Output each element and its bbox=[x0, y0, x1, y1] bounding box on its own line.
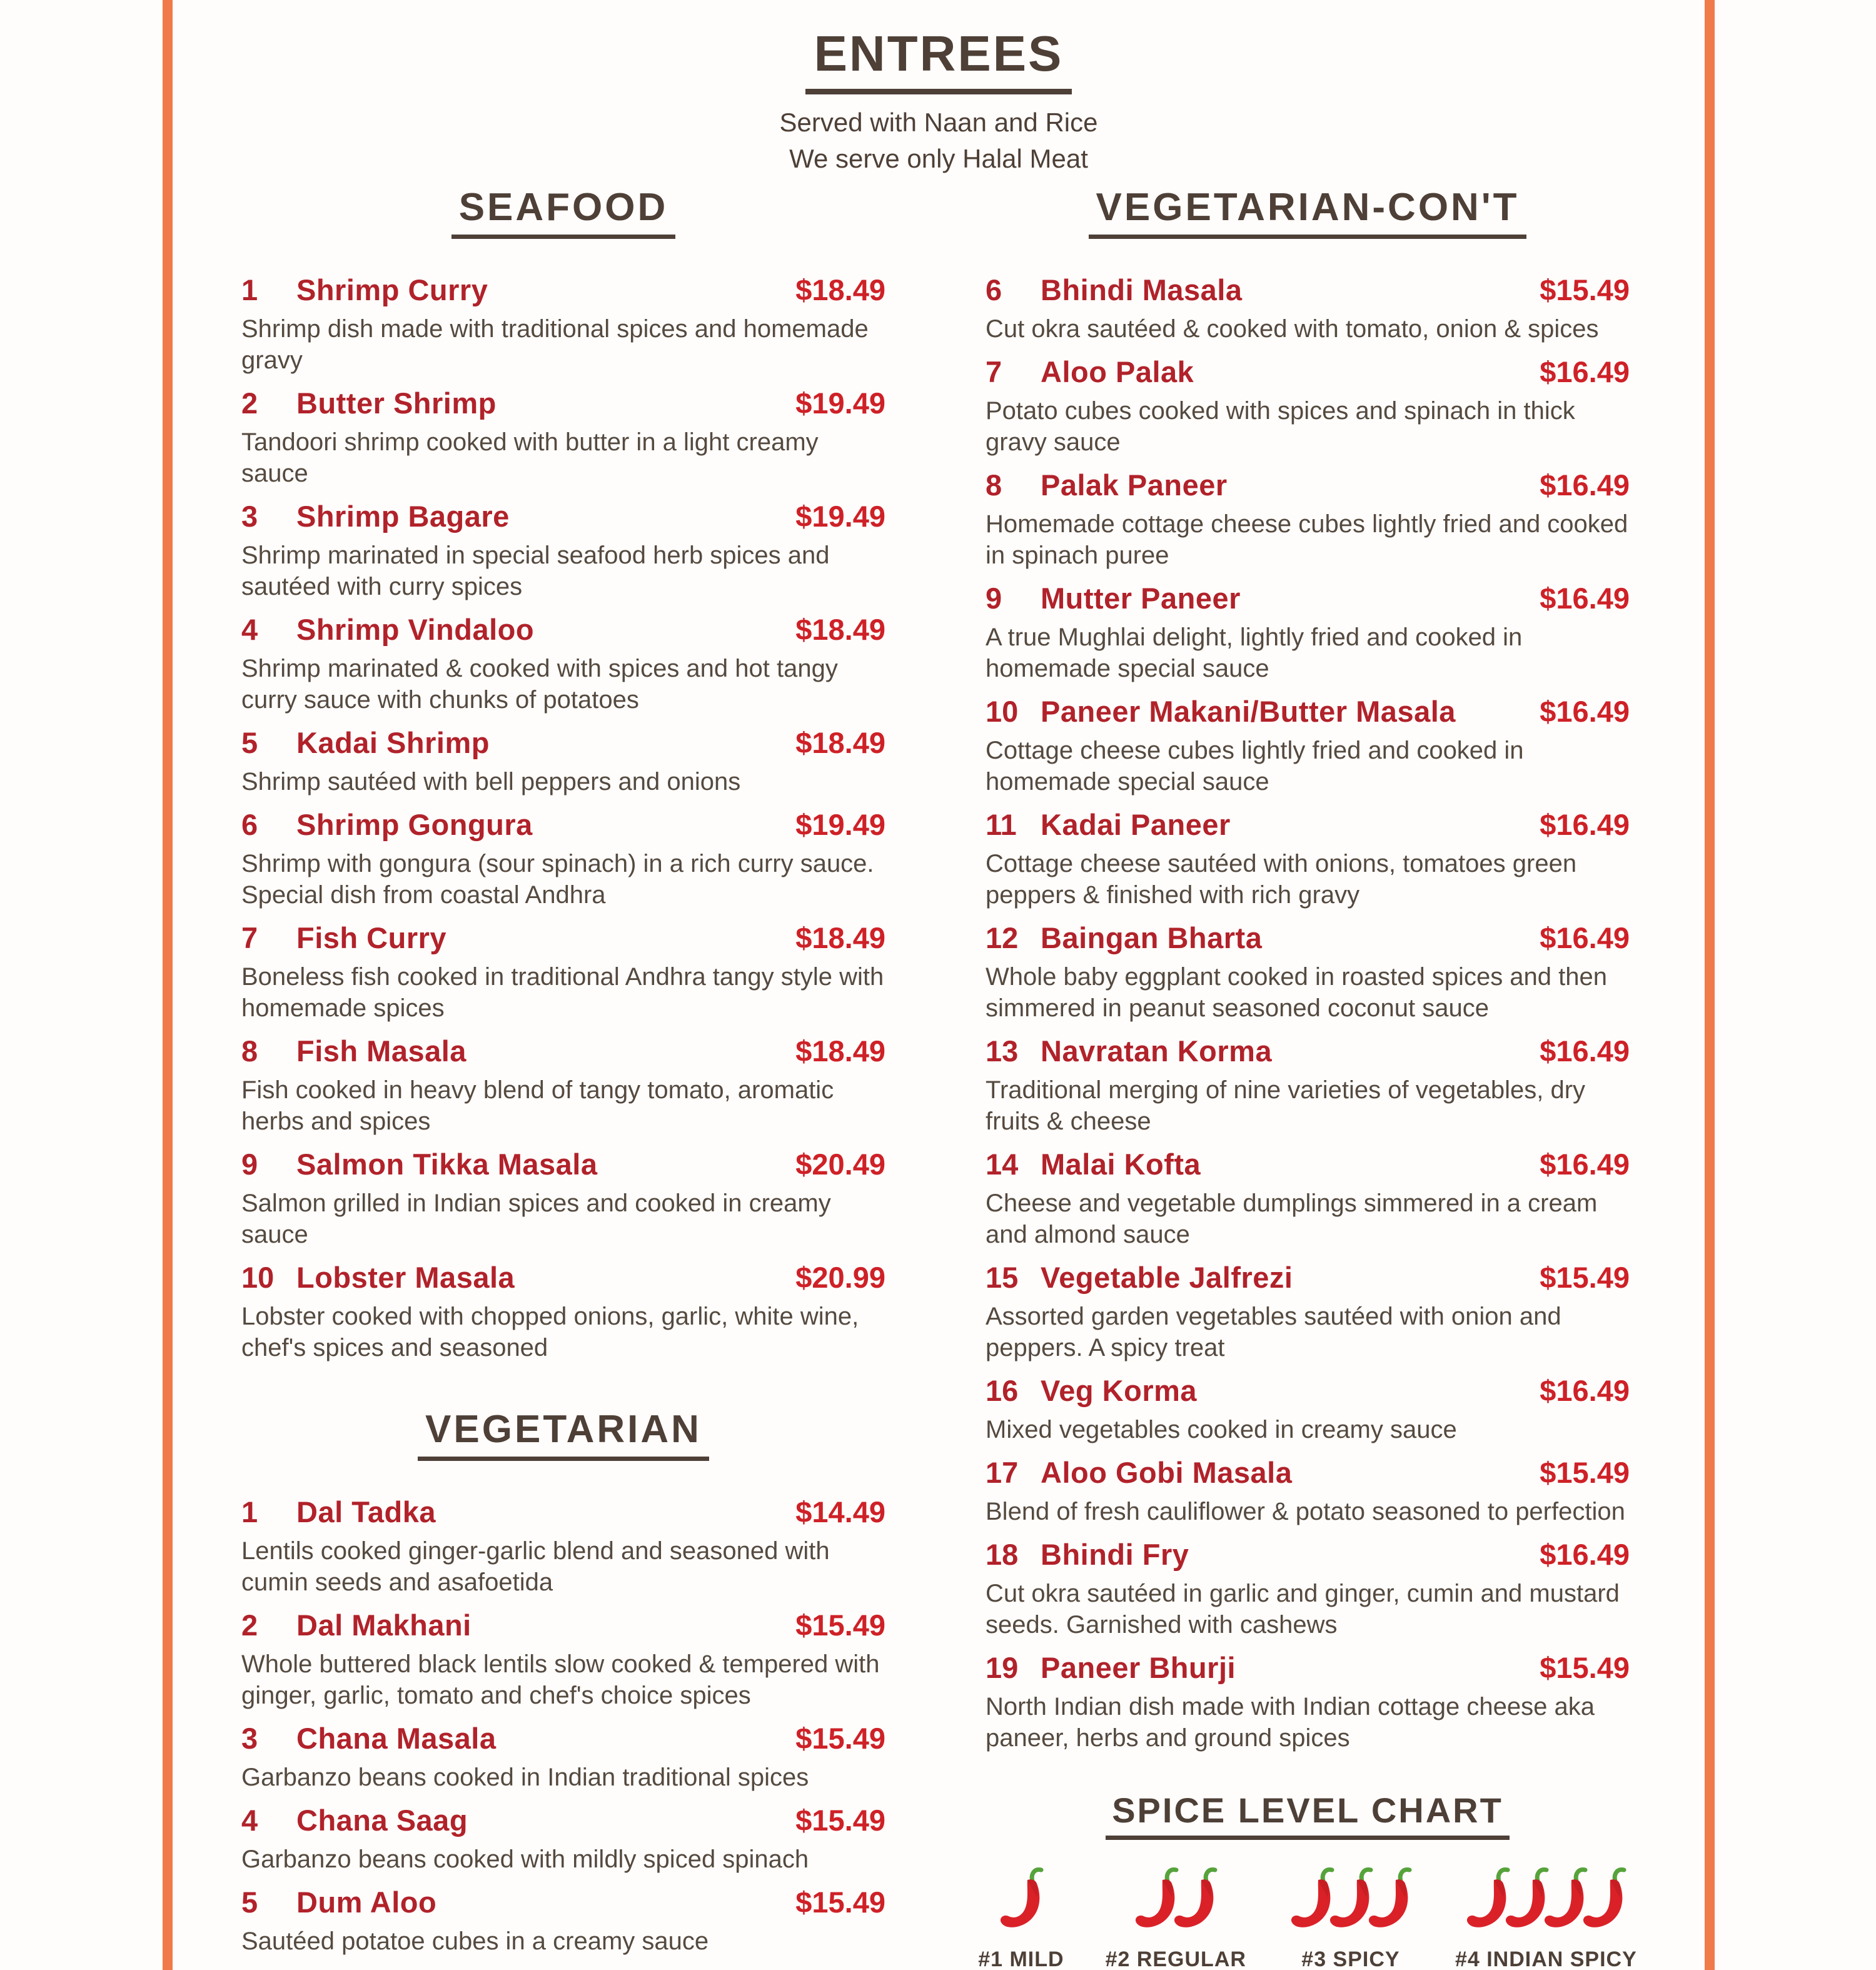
item-name: Malai Kofta bbox=[1041, 1148, 1201, 1181]
item-name: Fish Masala bbox=[296, 1034, 466, 1068]
item-name: Shrimp Bagare bbox=[296, 500, 510, 533]
item-price: $14.49 bbox=[795, 1495, 885, 1528]
item-description: Cut okra sautéed & cooked with tomato, onion & spices bbox=[986, 315, 1599, 343]
item-number: 6 bbox=[241, 808, 258, 841]
menu-item bbox=[986, 1147, 1630, 1250]
item-description: Shrimp dish made with traditional spices and homemade gravy bbox=[241, 315, 869, 374]
menu-item bbox=[241, 725, 885, 797]
menu-item bbox=[241, 1885, 885, 1957]
item-description: Blend of fresh cauliflower & potato seasoned to perfection bbox=[986, 1498, 1625, 1525]
menu-item bbox=[241, 1260, 885, 1363]
item-name: Kadai Shrimp bbox=[296, 726, 490, 759]
item-name: Shrimp Gongura bbox=[296, 808, 533, 841]
item-number: 18 bbox=[986, 1538, 1019, 1571]
spice-level-indian-spicy bbox=[1455, 1866, 1637, 1970]
item-price: $20.99 bbox=[795, 1261, 885, 1294]
menu-item bbox=[986, 807, 1630, 911]
item-name: Bhindi Masala bbox=[1041, 273, 1243, 306]
page-title: ENTREES bbox=[805, 25, 1072, 94]
left-column bbox=[241, 185, 885, 1967]
menu-item bbox=[986, 468, 1630, 571]
item-price: $16.49 bbox=[1540, 468, 1630, 502]
item-description: Cottage cheese sautéed with onions, tomatoes green peppers & finished with rich gravy bbox=[986, 850, 1577, 909]
item-description: Shrimp marinated & cooked with spices and hot tangy curry sauce with chunks of potatoes bbox=[241, 655, 838, 714]
item-number: 13 bbox=[986, 1034, 1019, 1068]
item-description: Garbanzo beans cooked with mildly spiced spinach bbox=[241, 1846, 809, 1873]
item-name: Baingan Bharta bbox=[1041, 921, 1263, 954]
item-number: 12 bbox=[986, 921, 1019, 954]
item-name: Mutter Paneer bbox=[1041, 582, 1241, 615]
item-description: Fish cooked in heavy blend of tangy tomato, aromatic herbs and spices bbox=[241, 1076, 834, 1135]
item-price: $15.49 bbox=[795, 1804, 885, 1837]
item-name: Dal Makhani bbox=[296, 1609, 472, 1642]
item-name: Aloo Palak bbox=[1041, 355, 1194, 388]
item-price: $18.49 bbox=[795, 726, 885, 759]
item-description: Potato cubes cooked with spices and spinach in thick gravy sauce bbox=[986, 397, 1575, 456]
item-number: 10 bbox=[986, 695, 1019, 728]
menu-item bbox=[986, 1260, 1630, 1363]
item-number: 9 bbox=[241, 1148, 258, 1181]
item-name: Dum Aloo bbox=[296, 1886, 437, 1919]
spice-level-mild bbox=[978, 1866, 1064, 1970]
item-number: 16 bbox=[986, 1374, 1019, 1407]
item-description: Traditional merging of nine varieties of vegetables, dry fruits & cheese bbox=[986, 1076, 1586, 1135]
item-price: $15.49 bbox=[795, 1722, 885, 1755]
item-description: Homemade cottage cheese cubes lightly fried and cooked in spinach puree bbox=[986, 510, 1628, 569]
item-description: Tandoori shrimp cooked with butter in a light creamy sauce bbox=[241, 428, 819, 487]
item-name: Shrimp Curry bbox=[296, 273, 488, 306]
item-number: 5 bbox=[241, 1886, 258, 1919]
item-name: Paneer Makani/Butter Masala bbox=[1041, 695, 1456, 728]
menu-item bbox=[986, 355, 1630, 458]
item-name: Navratan Korma bbox=[1041, 1034, 1273, 1068]
item-price: $16.49 bbox=[1540, 582, 1630, 615]
item-price: $18.49 bbox=[795, 613, 885, 646]
item-number: 4 bbox=[241, 1804, 258, 1837]
menu-item bbox=[986, 1455, 1630, 1527]
menu-item bbox=[241, 499, 885, 602]
spice-level-label: #3 SPICY bbox=[1301, 1947, 1400, 1970]
chili-pepper-icon bbox=[1365, 1866, 1414, 1931]
item-number: 2 bbox=[241, 1609, 258, 1642]
item-name: Palak Paneer bbox=[1041, 468, 1228, 502]
menu-item bbox=[986, 1537, 1630, 1640]
item-name: Vegetable Jalfrezi bbox=[1041, 1261, 1293, 1294]
item-price: $18.49 bbox=[795, 1034, 885, 1068]
item-name: Dal Tadka bbox=[296, 1495, 436, 1528]
item-name: Aloo Gobi Masala bbox=[1041, 1456, 1293, 1489]
item-price: $20.49 bbox=[795, 1148, 885, 1181]
item-name: Bhindi Fry bbox=[1041, 1538, 1189, 1571]
item-price: $19.49 bbox=[795, 500, 885, 533]
item-number: 10 bbox=[241, 1261, 275, 1294]
item-description: Mixed vegetables cooked in creamy sauce bbox=[986, 1416, 1457, 1443]
chili-pepper-icon bbox=[1580, 1866, 1628, 1931]
item-name: Lobster Masala bbox=[296, 1261, 515, 1294]
spice-level-chart bbox=[978, 1790, 1637, 1970]
item-name: Salmon Tikka Masala bbox=[296, 1148, 598, 1181]
menu-item bbox=[241, 1495, 885, 1598]
item-price: $16.49 bbox=[1540, 1148, 1630, 1181]
item-number: 1 bbox=[241, 273, 258, 306]
item-price: $15.49 bbox=[1540, 273, 1630, 306]
item-description: Cut okra sautéed in garlic and ginger, cumin and mustard seeds. Garnished with cashews bbox=[986, 1580, 1620, 1639]
item-price: $18.49 bbox=[795, 921, 885, 954]
item-number: 7 bbox=[986, 355, 1002, 388]
menu-item bbox=[241, 612, 885, 715]
item-number: 5 bbox=[241, 726, 258, 759]
item-price: $16.49 bbox=[1540, 695, 1630, 728]
item-description: A true Mughlai delight, lightly fried and cooked in homemade special sauce bbox=[986, 624, 1523, 682]
item-price: $15.49 bbox=[1540, 1651, 1630, 1684]
item-number: 6 bbox=[986, 273, 1002, 306]
item-price: $19.49 bbox=[795, 808, 885, 841]
item-description: North Indian dish made with Indian cottage cheese aka paneer, herbs and ground spices bbox=[986, 1693, 1595, 1752]
menu-item bbox=[986, 694, 1630, 797]
item-price: $18.49 bbox=[795, 273, 885, 306]
chili-pepper-icon bbox=[1171, 1866, 1219, 1931]
vegetarian-section-heading: VEGETARIAN bbox=[418, 1407, 709, 1461]
spice-level-spicy bbox=[1288, 1866, 1414, 1970]
item-number: 17 bbox=[986, 1456, 1019, 1489]
item-number: 4 bbox=[241, 613, 258, 646]
item-description: Shrimp sautéed with bell peppers and onions bbox=[241, 768, 741, 796]
item-price: $15.49 bbox=[1540, 1456, 1630, 1489]
item-name: Veg Korma bbox=[1041, 1374, 1198, 1407]
menu-item bbox=[986, 273, 1630, 345]
header-subtitle-2: We serve only Halal Meat bbox=[789, 144, 1088, 173]
item-name: Chana Saag bbox=[296, 1804, 468, 1837]
item-name: Shrimp Vindaloo bbox=[296, 613, 535, 646]
item-price: $16.49 bbox=[1540, 1374, 1630, 1407]
right-border-stripe bbox=[1705, 0, 1715, 1970]
item-price: $16.49 bbox=[1540, 355, 1630, 388]
item-description: Garbanzo beans cooked in Indian traditional spices bbox=[241, 1764, 809, 1791]
item-name: Paneer Bhurji bbox=[1041, 1651, 1236, 1684]
item-name: Fish Curry bbox=[296, 921, 447, 954]
header-subtitle-1: Served with Naan and Rice bbox=[779, 108, 1098, 137]
seafood-section-heading: SEAFOOD bbox=[451, 185, 676, 239]
item-number: 19 bbox=[986, 1651, 1019, 1684]
page-header bbox=[173, 25, 1705, 177]
item-name: Butter Shrimp bbox=[296, 386, 497, 420]
menu-item bbox=[241, 1147, 885, 1250]
item-description: Assorted garden vegetables sautéed with onion and peppers. A spicy treat bbox=[986, 1303, 1561, 1361]
item-number: 11 bbox=[986, 808, 1017, 841]
item-number: 8 bbox=[241, 1034, 258, 1068]
item-number: 15 bbox=[986, 1261, 1019, 1294]
left-border-stripe bbox=[163, 0, 173, 1970]
item-description: Cottage cheese cubes lightly fried and cooked in homemade special sauce bbox=[986, 737, 1524, 796]
spice-level-label: #1 MILD bbox=[978, 1947, 1064, 1970]
menu-item bbox=[241, 273, 885, 376]
item-price: $16.49 bbox=[1540, 808, 1630, 841]
item-description: Whole buttered black lentils slow cooked & tempered with ginger, garlic, tomato and chef's choice spices bbox=[241, 1650, 880, 1709]
item-price: $16.49 bbox=[1540, 1034, 1630, 1068]
item-number: 7 bbox=[241, 921, 258, 954]
vegetarian-cont-section-heading: VEGETARIAN-CON'T bbox=[1089, 185, 1527, 239]
item-number: 1 bbox=[241, 1495, 258, 1528]
item-price: $15.49 bbox=[1540, 1261, 1630, 1294]
menu-item bbox=[986, 921, 1630, 1024]
item-price: $15.49 bbox=[795, 1886, 885, 1919]
menu-item bbox=[241, 1608, 885, 1711]
item-description: Lobster cooked with chopped onions, garlic, white wine, chef's spices and seasoned bbox=[241, 1303, 859, 1361]
item-description: Boneless fish cooked in traditional Andhra tangy style with homemade spices bbox=[241, 963, 884, 1022]
menu-item bbox=[241, 1803, 885, 1875]
right-column bbox=[978, 185, 1637, 1970]
item-number: 14 bbox=[986, 1148, 1019, 1181]
item-description: Lentils cooked ginger-garlic blend and seasoned with cumin seeds and asafoetida bbox=[241, 1537, 830, 1596]
menu-item bbox=[986, 1373, 1630, 1445]
item-description: Cheese and vegetable dumplings simmered in a cream and almond sauce bbox=[986, 1190, 1598, 1248]
spice-level-regular bbox=[1106, 1866, 1246, 1970]
menu-item bbox=[986, 581, 1630, 684]
item-description: Sautéed potatoe cubes in a creamy sauce bbox=[241, 1927, 709, 1955]
chili-pepper-icon bbox=[997, 1866, 1046, 1931]
menu-item bbox=[986, 1650, 1630, 1754]
menu-item bbox=[986, 1034, 1630, 1137]
item-number: 3 bbox=[241, 1722, 258, 1755]
item-number: 9 bbox=[986, 582, 1002, 615]
item-description: Salmon grilled in Indian spices and cooked in creamy sauce bbox=[241, 1190, 831, 1248]
spice-level-label: #2 REGULAR bbox=[1105, 1947, 1246, 1970]
item-number: 3 bbox=[241, 500, 258, 533]
spice-chart-title: SPICE LEVEL CHART bbox=[1106, 1790, 1510, 1840]
item-description: Whole baby eggplant cooked in roasted spices and then simmered in peanut seasoned coconut sauce bbox=[986, 963, 1608, 1022]
menu-item bbox=[241, 921, 885, 1024]
menu-item bbox=[241, 1721, 885, 1793]
item-price: $15.49 bbox=[795, 1609, 885, 1642]
item-number: 8 bbox=[986, 468, 1002, 502]
item-number: 2 bbox=[241, 386, 258, 420]
spice-level-label: #4 INDIAN SPICY bbox=[1455, 1947, 1637, 1970]
menu-item bbox=[241, 386, 885, 489]
item-price: $16.49 bbox=[1540, 921, 1630, 954]
menu-item bbox=[241, 807, 885, 911]
item-description: Shrimp with gongura (sour spinach) in a rich curry sauce. Special dish from coastal Andhra bbox=[241, 850, 874, 909]
item-description: Shrimp marinated in special seafood herb spices and sautéed with curry spices bbox=[241, 542, 830, 600]
item-name: Kadai Paneer bbox=[1041, 808, 1231, 841]
item-price: $19.49 bbox=[795, 386, 885, 420]
item-name: Chana Masala bbox=[296, 1722, 497, 1755]
item-price: $16.49 bbox=[1540, 1538, 1630, 1571]
menu-item bbox=[241, 1034, 885, 1137]
